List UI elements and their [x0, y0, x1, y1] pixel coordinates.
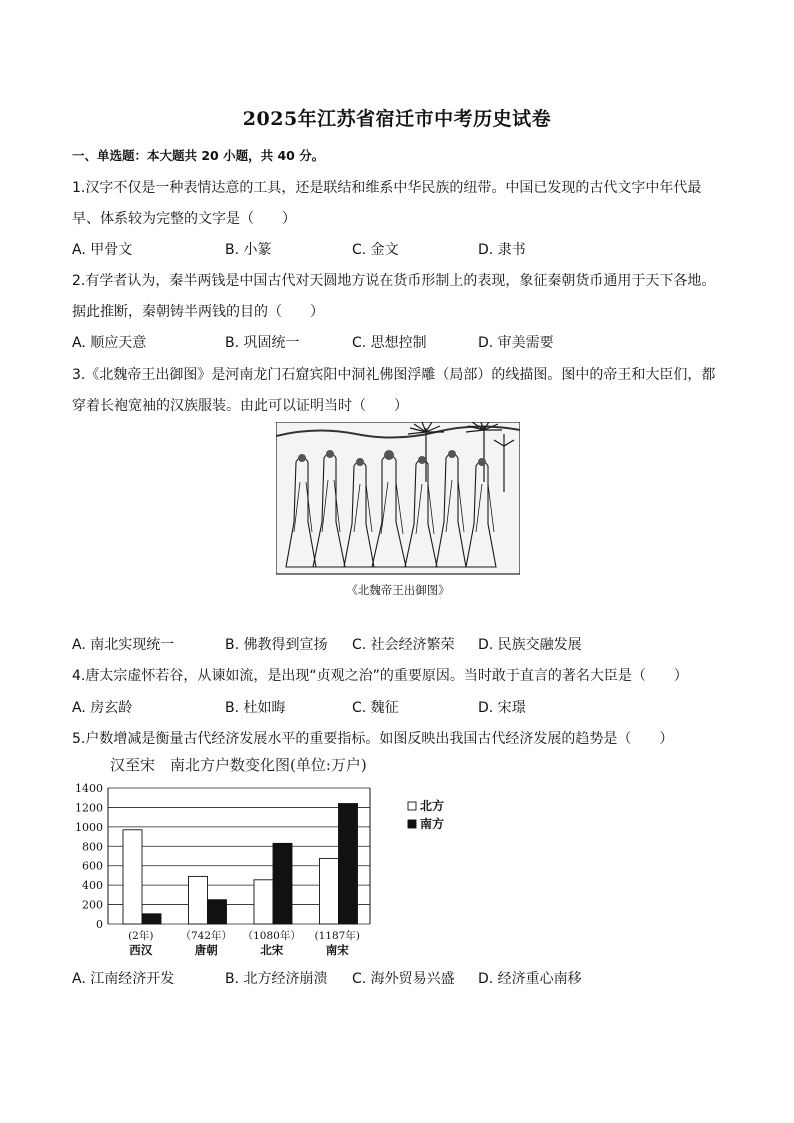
q3-option-a[interactable]: A. 南北实现统一 [72, 637, 175, 653]
q2-stem-line-1: 2.有学者认为，秦半两钱是中国古代对天圆地方说在货币形制上的表现，象征秦朝货币通用于天下各地。 [72, 273, 716, 289]
chart-title: 汉至宋 南北方户数变化图(单位:万户) [110, 756, 367, 774]
q5-options [72, 968, 722, 988]
x-category-label: 南宋 [325, 943, 349, 957]
q2-option-d[interactable]: D. 审美需要 [478, 335, 554, 351]
legend-swatch [408, 820, 416, 828]
q3-options [72, 634, 722, 654]
q1-options [72, 239, 722, 259]
q4-option-b[interactable]: B. 杜如晦 [225, 700, 286, 716]
bar [254, 880, 273, 924]
q3-stem-line-2: 穿着长袍宽袖的汉族服装。由此可以证明当时（ ） [72, 398, 408, 414]
q2-option-a[interactable]: A. 顺应天意 [72, 335, 147, 351]
bar [320, 858, 339, 924]
q2-option-b[interactable]: B. 巩固统一 [225, 335, 300, 351]
bar [142, 914, 161, 924]
q5-option-d[interactable]: D. 经济重心南移 [478, 971, 582, 987]
q1-option-d[interactable]: D. 隶书 [478, 242, 526, 258]
y-tick-label: 200 [82, 898, 103, 912]
q3-option-d[interactable]: D. 民族交融发展 [478, 637, 582, 653]
household-bar-chart [70, 752, 470, 962]
bar [189, 876, 208, 924]
y-tick-label: 0 [96, 918, 103, 931]
q5-stem-line-1: 5.户数增减是衡量古代经济发展水平的重要指标。如图反映出我国古代经济发展的趋势是（ ） [72, 731, 674, 747]
y-tick-label: 1000 [75, 820, 103, 834]
q1-option-b[interactable]: B. 小篆 [225, 242, 272, 258]
x-year-label: （1080年） [242, 930, 301, 942]
q5-option-b[interactable]: B. 北方经济崩溃 [225, 971, 328, 987]
q4-options [72, 697, 722, 717]
q2-options [72, 332, 722, 352]
relief-line-drawing [276, 422, 520, 606]
figure-caption: 《北魏帝王出御图》 [346, 583, 450, 597]
q4-option-d[interactable]: D. 宋璟 [478, 700, 526, 716]
chart-svg [70, 752, 470, 962]
q5-option-a[interactable]: A. 江南经济开发 [72, 971, 175, 987]
q1-stem-line-2: 早、体系较为完整的文字是（ ） [72, 211, 296, 227]
q1-option-c[interactable]: C. 金文 [352, 242, 399, 258]
q2-stem-line-2: 据此推断，秦朝铸半两钱的目的（ ） [72, 304, 324, 320]
q3-stem-line-1: 3.《北魏帝王出御图》是河南龙门石窟宾阳中洞礼佛图浮雕（局部）的线描图。图中的帝王和大臣们，都 [72, 367, 716, 383]
y-tick-label: 800 [82, 840, 103, 854]
x-year-label: （742年） [180, 930, 233, 942]
y-tick-label: 1400 [75, 782, 103, 795]
q1-stem-line-1: 1.汉字不仅是一种表情达意的工具，还是联结和维系中华民族的纽带。中国已发现的古代文字中年代最 [72, 180, 702, 196]
x-year-label: (1187年) [314, 930, 360, 942]
page-title: 2025年江苏省宿迁市中考历史试卷 [242, 108, 552, 130]
section-heading: 一、单选题：本大题共 20 小题，共 40 分。 [72, 148, 325, 163]
y-tick-label: 400 [82, 879, 103, 893]
q3-option-c[interactable]: C. 社会经济繁荣 [352, 637, 455, 653]
y-tick-label: 1200 [75, 801, 103, 815]
x-category-label: 北宋 [260, 943, 284, 957]
q1-option-a[interactable]: A. 甲骨文 [72, 242, 133, 258]
bar [123, 830, 142, 924]
bar [273, 843, 292, 924]
bar [208, 900, 227, 924]
q5-option-c[interactable]: C. 海外贸易兴盛 [352, 971, 455, 987]
bar [339, 804, 358, 924]
x-category-label: 唐朝 [194, 943, 218, 957]
legend-label: 南方 [420, 817, 445, 831]
q3-option-b[interactable]: B. 佛教得到宣扬 [225, 637, 328, 653]
q4-option-c[interactable]: C. 魏征 [352, 700, 399, 716]
x-category-label: 西汉 [129, 943, 153, 957]
legend-label: 北方 [420, 799, 445, 813]
q2-option-c[interactable]: C. 思想控制 [352, 335, 427, 351]
y-tick-label: 600 [82, 859, 103, 873]
bei-wei-relief-figure [276, 422, 520, 606]
q4-stem-line-1: 4.唐太宗虚怀若谷，从谏如流，是出现“贞观之治”的重要原因。当时敢于直言的著名大臣是（ ） [72, 668, 688, 684]
x-year-label: (2年) [128, 930, 154, 942]
q4-option-a[interactable]: A. 房玄龄 [72, 700, 133, 716]
legend-swatch [408, 802, 416, 810]
